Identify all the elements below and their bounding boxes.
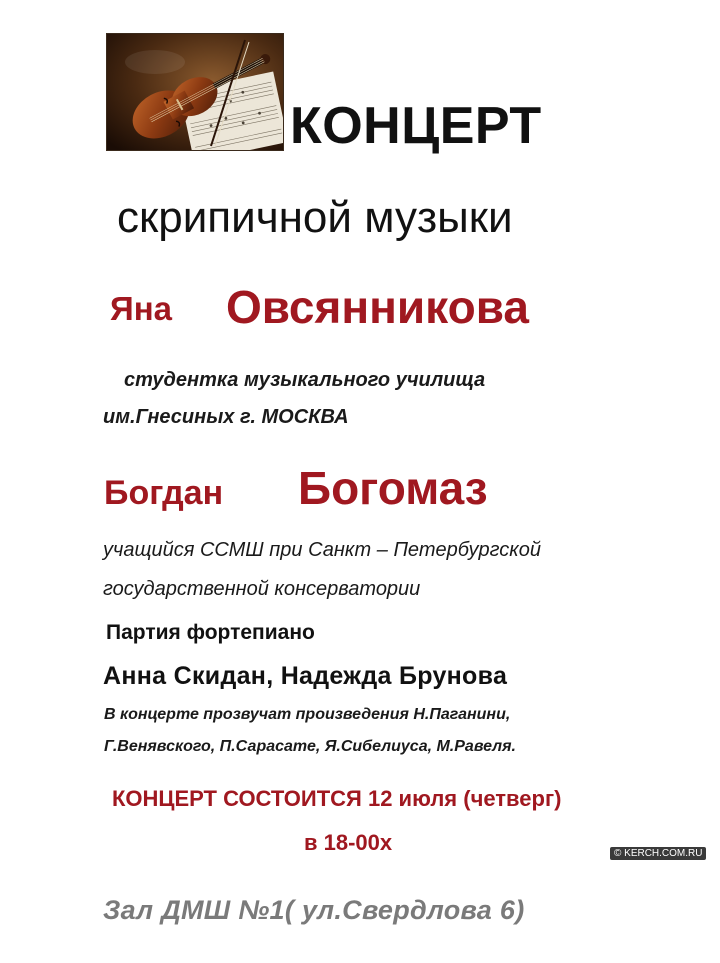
program-line-2: Г.Венявского, П.Сарасате, Я.Сибелиуса, М.Равеля. bbox=[104, 738, 516, 755]
program-line-1: В концерте прозвучат произведения Н.Паганини, bbox=[104, 706, 511, 723]
concert-venue: Зал ДМШ №1( ул.Свердлова 6) bbox=[103, 895, 525, 925]
site-watermark: © KERCH.COM.RU bbox=[610, 847, 706, 860]
violin-photo bbox=[106, 33, 284, 151]
performer-1-description-line-1: студентка музыкального училища bbox=[124, 369, 486, 391]
poster-subtitle: скрипичной музыки bbox=[117, 193, 513, 242]
concert-date: КОНЦЕРТ СОСТОИТСЯ 12 июля (четверг) bbox=[112, 786, 562, 811]
performer-2-last-name: Богомаз bbox=[298, 462, 488, 514]
performer-2-description-line-1: учащийся ССМШ при Санкт – Петербургской bbox=[103, 539, 541, 561]
performer-1-first-name: Яна bbox=[110, 290, 173, 327]
performer-1-last-name: Овсянникова bbox=[226, 281, 529, 333]
pianists-names: Анна Скидан, Надежда Брунова bbox=[103, 662, 508, 690]
performer-2-description-line-2: государственной консерватории bbox=[103, 578, 421, 600]
concert-time: в 18-00х bbox=[304, 830, 393, 855]
poster-title: КОНЦЕРТ bbox=[290, 97, 542, 155]
performer-2-first-name: Богдан bbox=[104, 474, 224, 512]
performer-1-description-line-2: им.Гнесиных г. МОСКВА bbox=[103, 406, 349, 428]
piano-part-label: Партия фортепиано bbox=[106, 621, 315, 644]
